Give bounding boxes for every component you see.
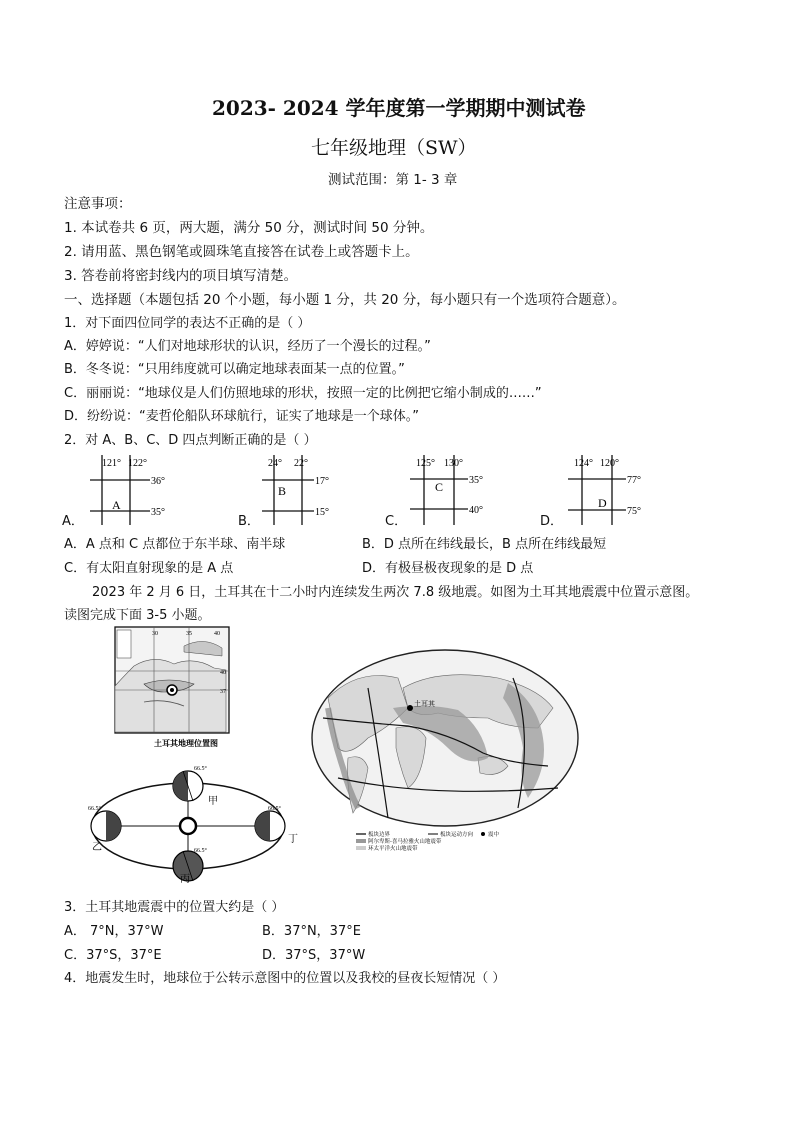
- lat-label: 77°: [627, 475, 641, 486]
- orbit-label-yi: 乙: [92, 842, 102, 853]
- q1-stem: 1．对下面四位同学的表达不正确的是（ ）: [64, 316, 311, 331]
- lon-label: 130°: [444, 458, 463, 469]
- q3-option-b: B．37°N，37°E: [262, 924, 361, 939]
- lon-label: 24°: [268, 458, 282, 469]
- notice-item: 3. 答卷前将密封线内的项目填写清楚。: [64, 268, 298, 284]
- q2-grid-b: [262, 455, 352, 525]
- legend-item: 阿尔卑斯-喜马拉雅火山地震带: [368, 839, 442, 845]
- q2-grid-d: [568, 455, 668, 525]
- test-scope: 测试范围：第 1- 3 章: [328, 172, 458, 188]
- lon-label: 22°: [294, 458, 308, 469]
- exam-title: 2023- 2024 学年度第一学期期中测试卷: [212, 96, 586, 120]
- passage-line2: 读图完成下面 3-5 小题。: [64, 608, 211, 623]
- point-label: C: [435, 480, 444, 494]
- world-plate-map: [308, 648, 583, 853]
- notice-heading: 注意事项：: [64, 196, 132, 212]
- q2-stem: 2．对 A、B、C、D 四点判断正确的是（ ）: [64, 433, 317, 448]
- angle-label: 66.5°: [194, 848, 207, 854]
- notice-item: 2. 请用蓝、黑色钢笔或圆珠笔直接答在试卷上或答题卡上。: [64, 244, 419, 260]
- q2-option-a: A．A 点和 C 点都位于东半球、南半球: [64, 537, 286, 552]
- q2-fig-c-label: C．: [385, 514, 408, 529]
- lon-tick: 35: [186, 631, 192, 637]
- angle-label: 66.5°: [268, 806, 281, 812]
- lon-tick: 30: [152, 631, 158, 637]
- angle-label: 66.5°: [88, 806, 101, 812]
- earth-ding: [255, 811, 285, 841]
- passage-line1: 2023 年 2 月 6 日，土耳其在十二小时内连续发生两次 7.8 级地震。如图为土耳其地震震中位置示意图。: [92, 585, 699, 600]
- lat-label: 35°: [469, 475, 483, 486]
- legend-item: 震中: [488, 832, 500, 838]
- map-legend: [356, 830, 500, 852]
- lon-label: 121°: [102, 458, 121, 469]
- q1-option-c: C．丽丽说：“地球仪是人们仿照地球的形状，按照一定的比例把它缩小制成的……”: [64, 386, 542, 401]
- lon-label: 125°: [416, 458, 435, 469]
- point-label: D: [598, 496, 607, 510]
- place-label: 土耳其: [414, 700, 435, 708]
- q1-option-d: D．纷纷说：“麦哲伦船队环球航行，证实了地球是一个球体。”: [64, 409, 419, 424]
- lat-tick: 40: [220, 670, 226, 676]
- q2-option-b: B．D 点所在纬线最长，B 点所在纬线最短: [362, 537, 607, 552]
- legend-item: 板块边界: [368, 832, 391, 838]
- q3-option-d: D．37°S，37°W: [262, 948, 366, 963]
- q3-stem: 3．土耳其地震震中的位置大约是（ ）: [64, 900, 285, 915]
- lat-label: 36°: [151, 476, 165, 487]
- lat-tick: 37: [220, 689, 226, 695]
- legend-item: 环太平洋火山地震带: [368, 846, 418, 852]
- earth-jia: [173, 771, 203, 801]
- lon-label: 120°: [600, 458, 619, 469]
- section-heading: 一、选择题（本题包括 20 个小题，每小题 1 分，共 20 分，每小题只有一个选项符合题意）。: [64, 292, 626, 308]
- earth-yi: [91, 811, 121, 841]
- q2-option-c: C．有太阳直射现象的是 A 点: [64, 561, 234, 576]
- lon-label: 124°: [574, 458, 593, 469]
- q2-fig-a-label: A．: [62, 514, 84, 529]
- q1-option-a: A．婷婷说：“人们对地球形状的认识，经历了一个漫长的过程。”: [64, 339, 431, 354]
- lat-label: 35°: [151, 507, 165, 518]
- q2-grid-a: [90, 455, 180, 525]
- orbit-label-bing: 丙: [180, 874, 190, 885]
- q2-grid-c: [410, 455, 510, 525]
- q2-fig-b-label: B．: [238, 514, 260, 529]
- orbit-label-ding: 丁: [288, 834, 298, 845]
- q4-stem: 4．地震发生时，地球位于公转示意图中的位置以及我校的昼夜长短情况（ ）: [64, 971, 506, 986]
- orbit-label-jia: 甲: [208, 796, 218, 807]
- earth-orbit-diagram: [82, 762, 312, 887]
- lon-label: 122°: [128, 458, 147, 469]
- lat-label: 15°: [315, 507, 329, 518]
- notice-item: 1. 本试卷共 6 页，两大题，满分 50 分，测试时间 50 分钟。: [64, 220, 434, 236]
- point-label: A: [112, 498, 121, 512]
- turkey-location-map: [114, 626, 234, 751]
- angle-label: 66.5°: [194, 766, 207, 772]
- q1-option-b: B．冬冬说：“只用纬度就可以确定地球表面某一点的位置。”: [64, 362, 405, 377]
- q2-option-d: D．有极昼极夜现象的是 D 点: [362, 561, 534, 576]
- legend-item: 板块运动方向: [440, 832, 474, 838]
- lat-label: 17°: [315, 476, 329, 487]
- q2-fig-d-label: D．: [540, 514, 564, 529]
- exam-subtitle: 七年级地理（SW）: [311, 137, 477, 159]
- q3-option-a: A． 7°N，37°W: [64, 924, 164, 939]
- lat-label: 75°: [627, 506, 641, 517]
- map-caption: 土耳其地理位置图: [154, 739, 218, 748]
- lon-tick: 40: [214, 631, 220, 637]
- q3-option-c: C．37°S，37°E: [64, 948, 162, 963]
- lat-label: 40°: [469, 505, 483, 516]
- point-label: B: [278, 484, 287, 498]
